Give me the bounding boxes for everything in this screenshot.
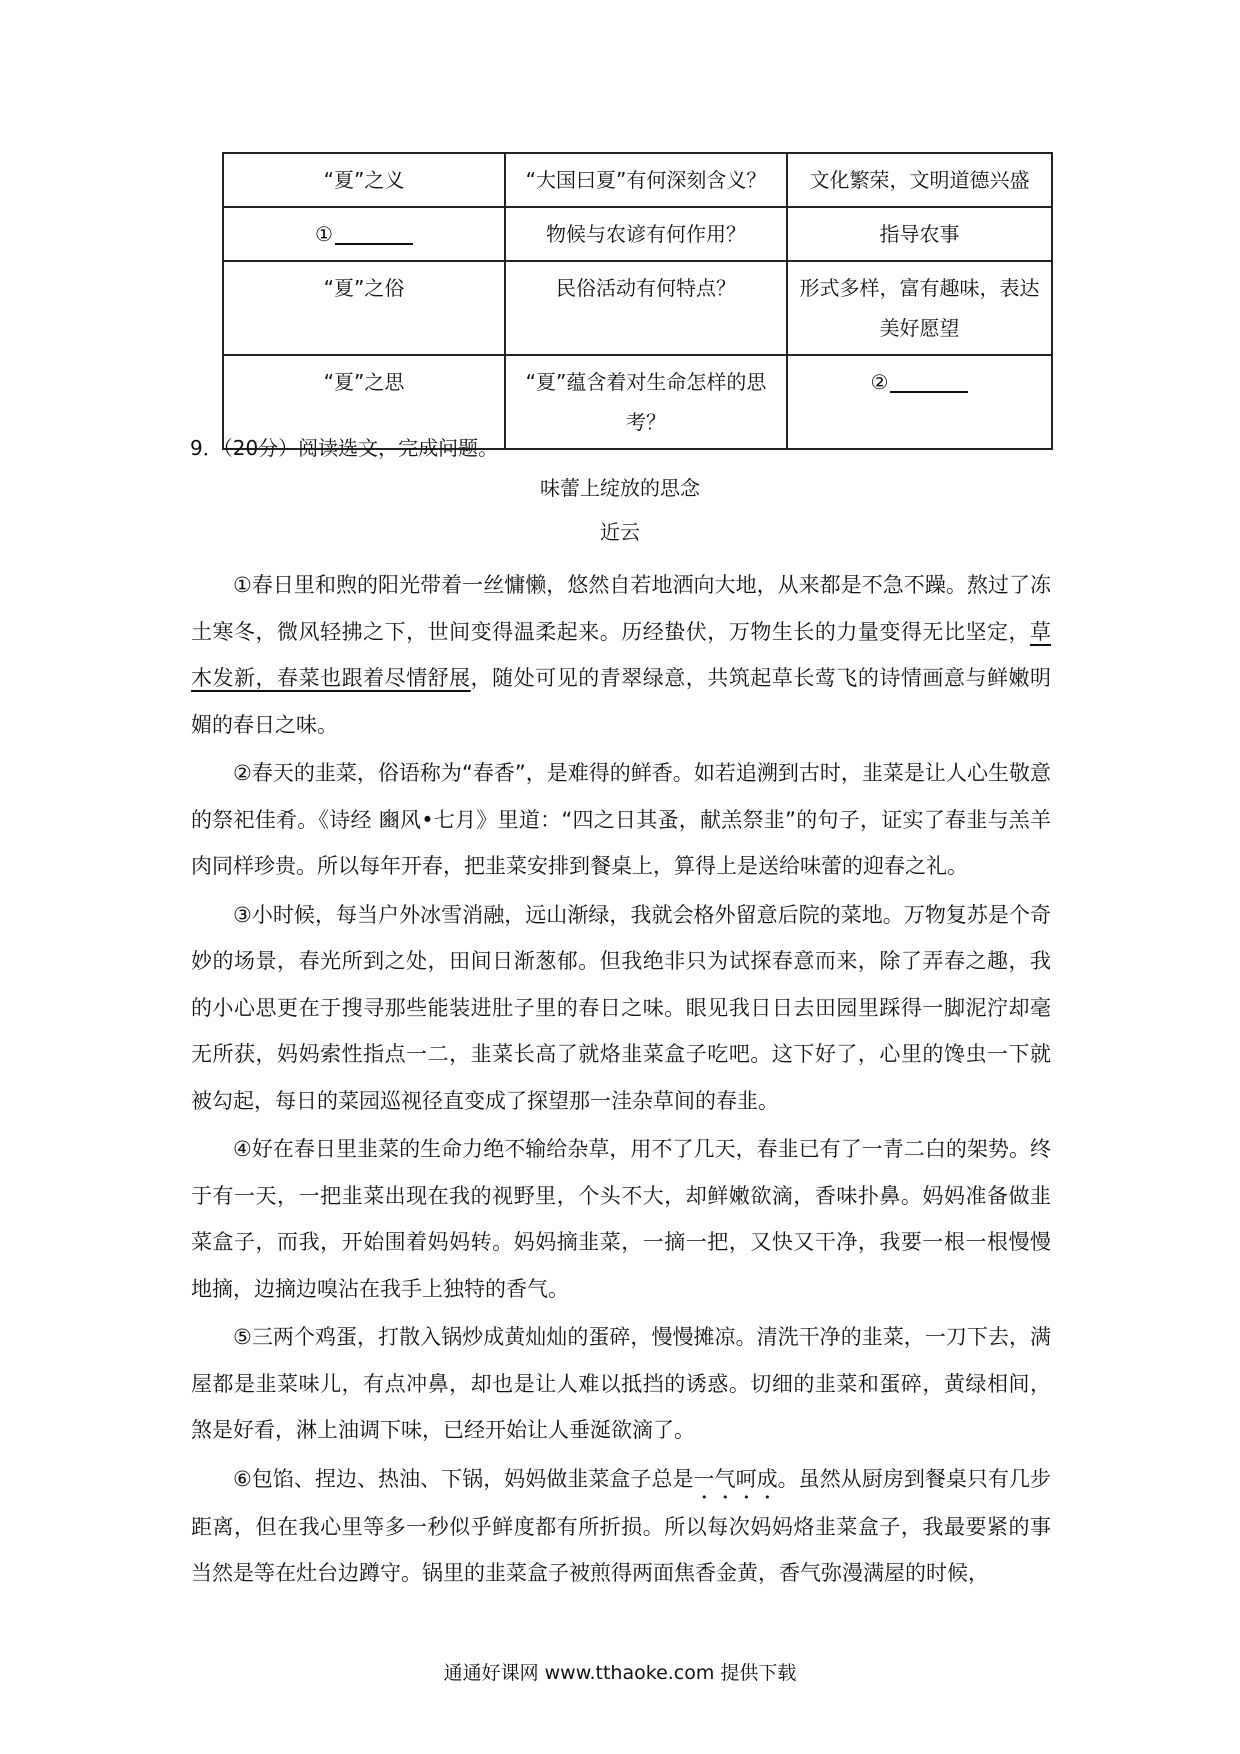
table-cell: 文化繁荣，文明道德兴盛 bbox=[787, 153, 1052, 207]
paragraph-text: ⑥包馅、捏边、热油、下锅，妈妈做韭菜盒子总是 bbox=[233, 1466, 694, 1491]
table-cell: “夏”之俗 bbox=[223, 261, 505, 355]
question-heading: 9．（20分）阅读选文，完成问题。 bbox=[190, 436, 499, 460]
paragraph-text: ①春日里和煦的阳光带着一丝慵懒，悠然自若地洒向大地，从来都是不急不躁。熬过了冻土寒冬，微风轻拂之下，世间变得温柔起来。历经蛰伏，万物生长的力量变得无比坚定， bbox=[191, 573, 1051, 644]
table-cell: 物候与农谚有何作用？ bbox=[505, 207, 787, 261]
table-cell: “夏”之思 bbox=[223, 355, 505, 449]
question-table bbox=[222, 152, 1053, 450]
blank-marker: ① bbox=[315, 222, 333, 246]
table-cell: 形式多样，富有趣味，表达美好愿望 bbox=[787, 261, 1052, 355]
paragraph-text: ，随处可见的青翠绿意，共筑起草长莺飞的诗情画意与鲜嫩明媚的春日之味。 bbox=[191, 666, 1052, 737]
table-cell: 民俗活动有何特点？ bbox=[505, 261, 787, 355]
table-cell bbox=[223, 207, 505, 261]
paragraph-4: ④好在春日里韭菜的生命力绝不输给杂草，用不了几天，春韭已有了一青二白的架势。终于有一天，一把韭菜出现在我的视野里，个头不大，却鲜嫩欲滴，香味扑鼻。妈妈准备做韭菜盒子，而我，开始围着妈妈转。妈妈摘韭菜，一摘一把，又快又干净，我要一根一根慢慢地摘，边摘边嗅沾在我手上独特的香气。 bbox=[191, 1137, 1051, 1301]
article-author: 近云 bbox=[600, 520, 640, 544]
article-title: 味蕾上绽放的思念 bbox=[540, 476, 700, 500]
table-cell: “夏”蕴含着对生命怎样的思考？ bbox=[505, 355, 787, 449]
blank-marker: ② bbox=[870, 370, 889, 394]
underlined-sentence: 草木发新，春菜也跟着尽情舒展 bbox=[191, 619, 1051, 690]
footer-watermark: 通通好课网 www.tthaoke.com 提供下载 bbox=[443, 1662, 797, 1684]
table-row bbox=[223, 261, 1052, 355]
answer-blank bbox=[890, 367, 968, 393]
paragraph-5: ⑤三两个鸡蛋，打散入锅炒成黄灿灿的蛋碎，慢慢摊凉。清洗干净的韭菜，一刀下去，满屋都是韭菜味儿，有点冲鼻，却也是让人难以抵挡的诱惑。切细的韭菜和蛋碎，黄绿相间，煞是好看，淋上油调下味，已经开始让人垂涎欲滴了。 bbox=[191, 1325, 1051, 1442]
emphasized-phrase: 一气呵成 bbox=[693, 1466, 778, 1491]
paragraph-2: ②春天的韭菜，俗语称为“春香”，是难得的鲜香。如若追溯到古时，韭菜是让人心生敬意的祭祀佳肴。《诗经 豳风•七月》里道：“四之日其蚤，献羔祭韭”的句子，证实了春韭与羔羊肉同样珍贵。所以每年开春，把韭菜安排到餐桌上，算得上是送给味蕾的迎春之礼。 bbox=[191, 761, 1051, 878]
table-row bbox=[223, 153, 1052, 207]
table-cell bbox=[787, 355, 1052, 449]
paragraph-text: 。虽然从厨房到餐桌只有几步距离，但在我心里等多一秒似乎鲜度都有所折损。所以每次妈妈烙韭菜盒子，我最要紧的事当然是等在灶台边蹲守。锅里的韭菜盒子被煎得两面焦香金黄，香气弥漫满屋的时候， bbox=[191, 1466, 1052, 1585]
article-body bbox=[191, 562, 1051, 1599]
table-cell: 指导农事 bbox=[787, 207, 1052, 261]
table-cell: “夏”之义 bbox=[223, 153, 505, 207]
table-row bbox=[223, 207, 1052, 261]
table-cell: “大国曰夏”有何深刻含义？ bbox=[505, 153, 787, 207]
answer-blank bbox=[335, 219, 413, 245]
paragraph-1 bbox=[191, 562, 1051, 748]
paragraph-6 bbox=[191, 1456, 1051, 1597]
paragraph-3: ③小时候，每当户外冰雪消融，远山渐绿，我就会格外留意后院的菜地。万物复苏是个奇妙的场景，春光所到之处，田间日渐葱郁。但我绝非只为试探春意而来，除了弄春之趣，我的小心思更在于搜寻那些能装进肚子里的春日之味。眼见我日日去田园里踩得一脚泥泞却毫无所获，妈妈索性指点一二，韭菜长高了就烙韭菜盒子吃吧。这下好了，心里的馋虫一下就被勾起，每日的菜园巡视径直变成了探望那一洼杂草间的春韭。 bbox=[191, 902, 1051, 1113]
